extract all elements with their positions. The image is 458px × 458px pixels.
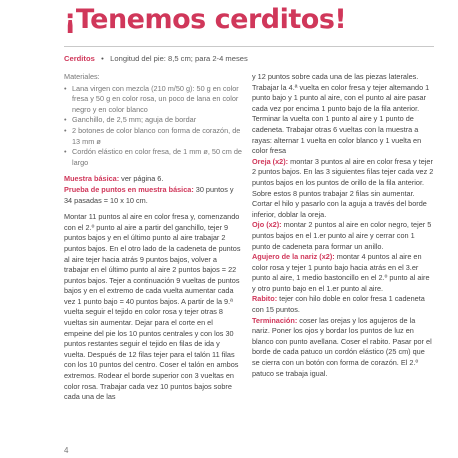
header-divider: [64, 46, 434, 47]
page-title: ¡Tenemos cerditos!: [64, 4, 347, 35]
rabito-label: Rabito:: [252, 294, 278, 304]
rabito-section: [252, 294, 434, 315]
oreja-label: Oreja (x2):: [252, 156, 289, 166]
list-item: • Ganchillo, de 2,5 mm; aguja de bordar: [64, 115, 242, 126]
list-item: • 2 botones de color blanco con forma de corazón, de 13 mm ø: [64, 126, 242, 147]
muestra-test-label: Prueba de puntos en muestra básica:: [64, 184, 194, 194]
pattern-name: Cerditos: [64, 54, 95, 63]
left-column: [64, 72, 242, 409]
rabito-text: tejer con hilo doble en color fresa 1 cadeneta con 15 puntos.: [252, 294, 425, 315]
ojo-section: [252, 220, 434, 252]
oreja-section: [252, 157, 434, 221]
list-item: • Cordón elástico en color fresa, de 1 mm ø, 50 cm de largo: [64, 147, 242, 168]
terminacion-label: Terminación:: [252, 315, 298, 325]
oreja-text: montar 3 puntos al aire en color fresa y tejer 2 puntos bajos. En las 3 siguientes filas tejer cada vez 2 puntos bajos en los puntos de orillo de la fila anterior. Sobre estos 8 puntos trabajar 2 filas sin aumentar. Cortar el hilo y pasarlo con la aguja a través del borde inferior, doblar la oreja.: [252, 156, 434, 219]
materials-list: [64, 84, 242, 169]
muestra-test-text: 30 puntos y 34 pasadas = 10 x 10 cm.: [64, 184, 234, 205]
materials-heading: Materiales:: [64, 72, 100, 81]
pattern-subtitle: [64, 54, 248, 63]
body-paragraph: y 12 puntos sobre cada una de las piezas laterales. Trabajar la 4.ª vuelta en color fresa y tejer altemando 1 punto bajo y 1 punto al aire, con el punto al aire pasar cada vez por encima 1 punto bajo de la fila anterior. Terminar la vuelta con 1 punto al aire y 1 punto de cadeneta. Trabajar otras 6 vueltas con la muestra a rayas: alternar 1 vuelta en color blanco y 1 vuelta en color fresa: [252, 72, 430, 156]
pattern-details: Longitud del pie: 8,5 cm; para 2-4 meses: [110, 54, 248, 63]
right-column: [252, 72, 434, 379]
terminacion-section: [252, 316, 434, 380]
page-number: 4: [64, 446, 69, 455]
muestra-basic-text: ver página 6.: [119, 174, 164, 184]
list-item: • Lana virgen con mezcla (210 m/50 g): 50 g en color fresa y 50 g en color rosa, un poco de lana en color negro y en color blanco: [64, 84, 242, 116]
agujero-text: montar 4 puntos al aire en color rosa y tejer 1 punto bajo hacia atrás en el 3.er punto al aire, 1 medio bastoncillo en el 2.º punto al aire y otro punto bajo en el 1.er punto al aire.: [252, 252, 430, 293]
agujero-section: [252, 252, 434, 294]
terminacion-text: coser las orejas y los agujeros de la nariz. Poner los ojos y bordar los puntos de luz en blanco con punto avellana. Coser el rabito. Pasar por el borde de cada patuco un cordón elástico (25 cm) que se cierra con un botón con forma de corazón. El 2.º patuco se trabaja igual.: [252, 315, 432, 378]
muestra-block: [64, 174, 242, 206]
agujero-label: Agujero de la nariz (x2):: [252, 252, 335, 262]
muestra-basic-label: Muestra básica:: [64, 174, 120, 184]
ojo-label: Ojo (x2):: [252, 220, 282, 230]
body-paragraph: Montar 11 puntos al aire en color fresa y, comenzando con el 2.º punto al aire a partir del ganchillo, tejer 9 puntos bajos y en el último punto al aire trabajar 2 puntos bajos. En el otro lado de la cadeneta de puntos al aire tejer hacia atrás 9 puntos bajos, volver a trabajar en el último punto al aire 2 puntos bajos = 22 puntos bajos. Tejer a continuación 9 vueltas de puntos bajos y en el extremo de cada vuelta aumentar cada vez 1 punto bajo = 40 puntos bajos. A partir de la 9.ª vuelta seguir el tejido en color rosa y tejer otras 8 vueltas sin aumentar. Dejar para el corte en el empeine del pie los 10 puntos centrales y con los 30 puntos restantes seguir el tejido en filas de ida y vuelta. Después de 12 filas tejer para el talón 11 filas con los 10 puntos del centro. Coser el talón en ambos extremos. Rodear el borde superior con 3 vueltas en color rosa. Trabajar cada vez 10 puntos bajos sobre cada una de las: [64, 212, 241, 402]
ojo-text: montar 2 puntos al aire en color negro, tejer 5 puntos bajos en el 1.er punto al aire y cerrar con 1 punto de cadeneta para formar un anillo.: [252, 220, 432, 251]
subtitle-bullet: •: [101, 54, 104, 63]
